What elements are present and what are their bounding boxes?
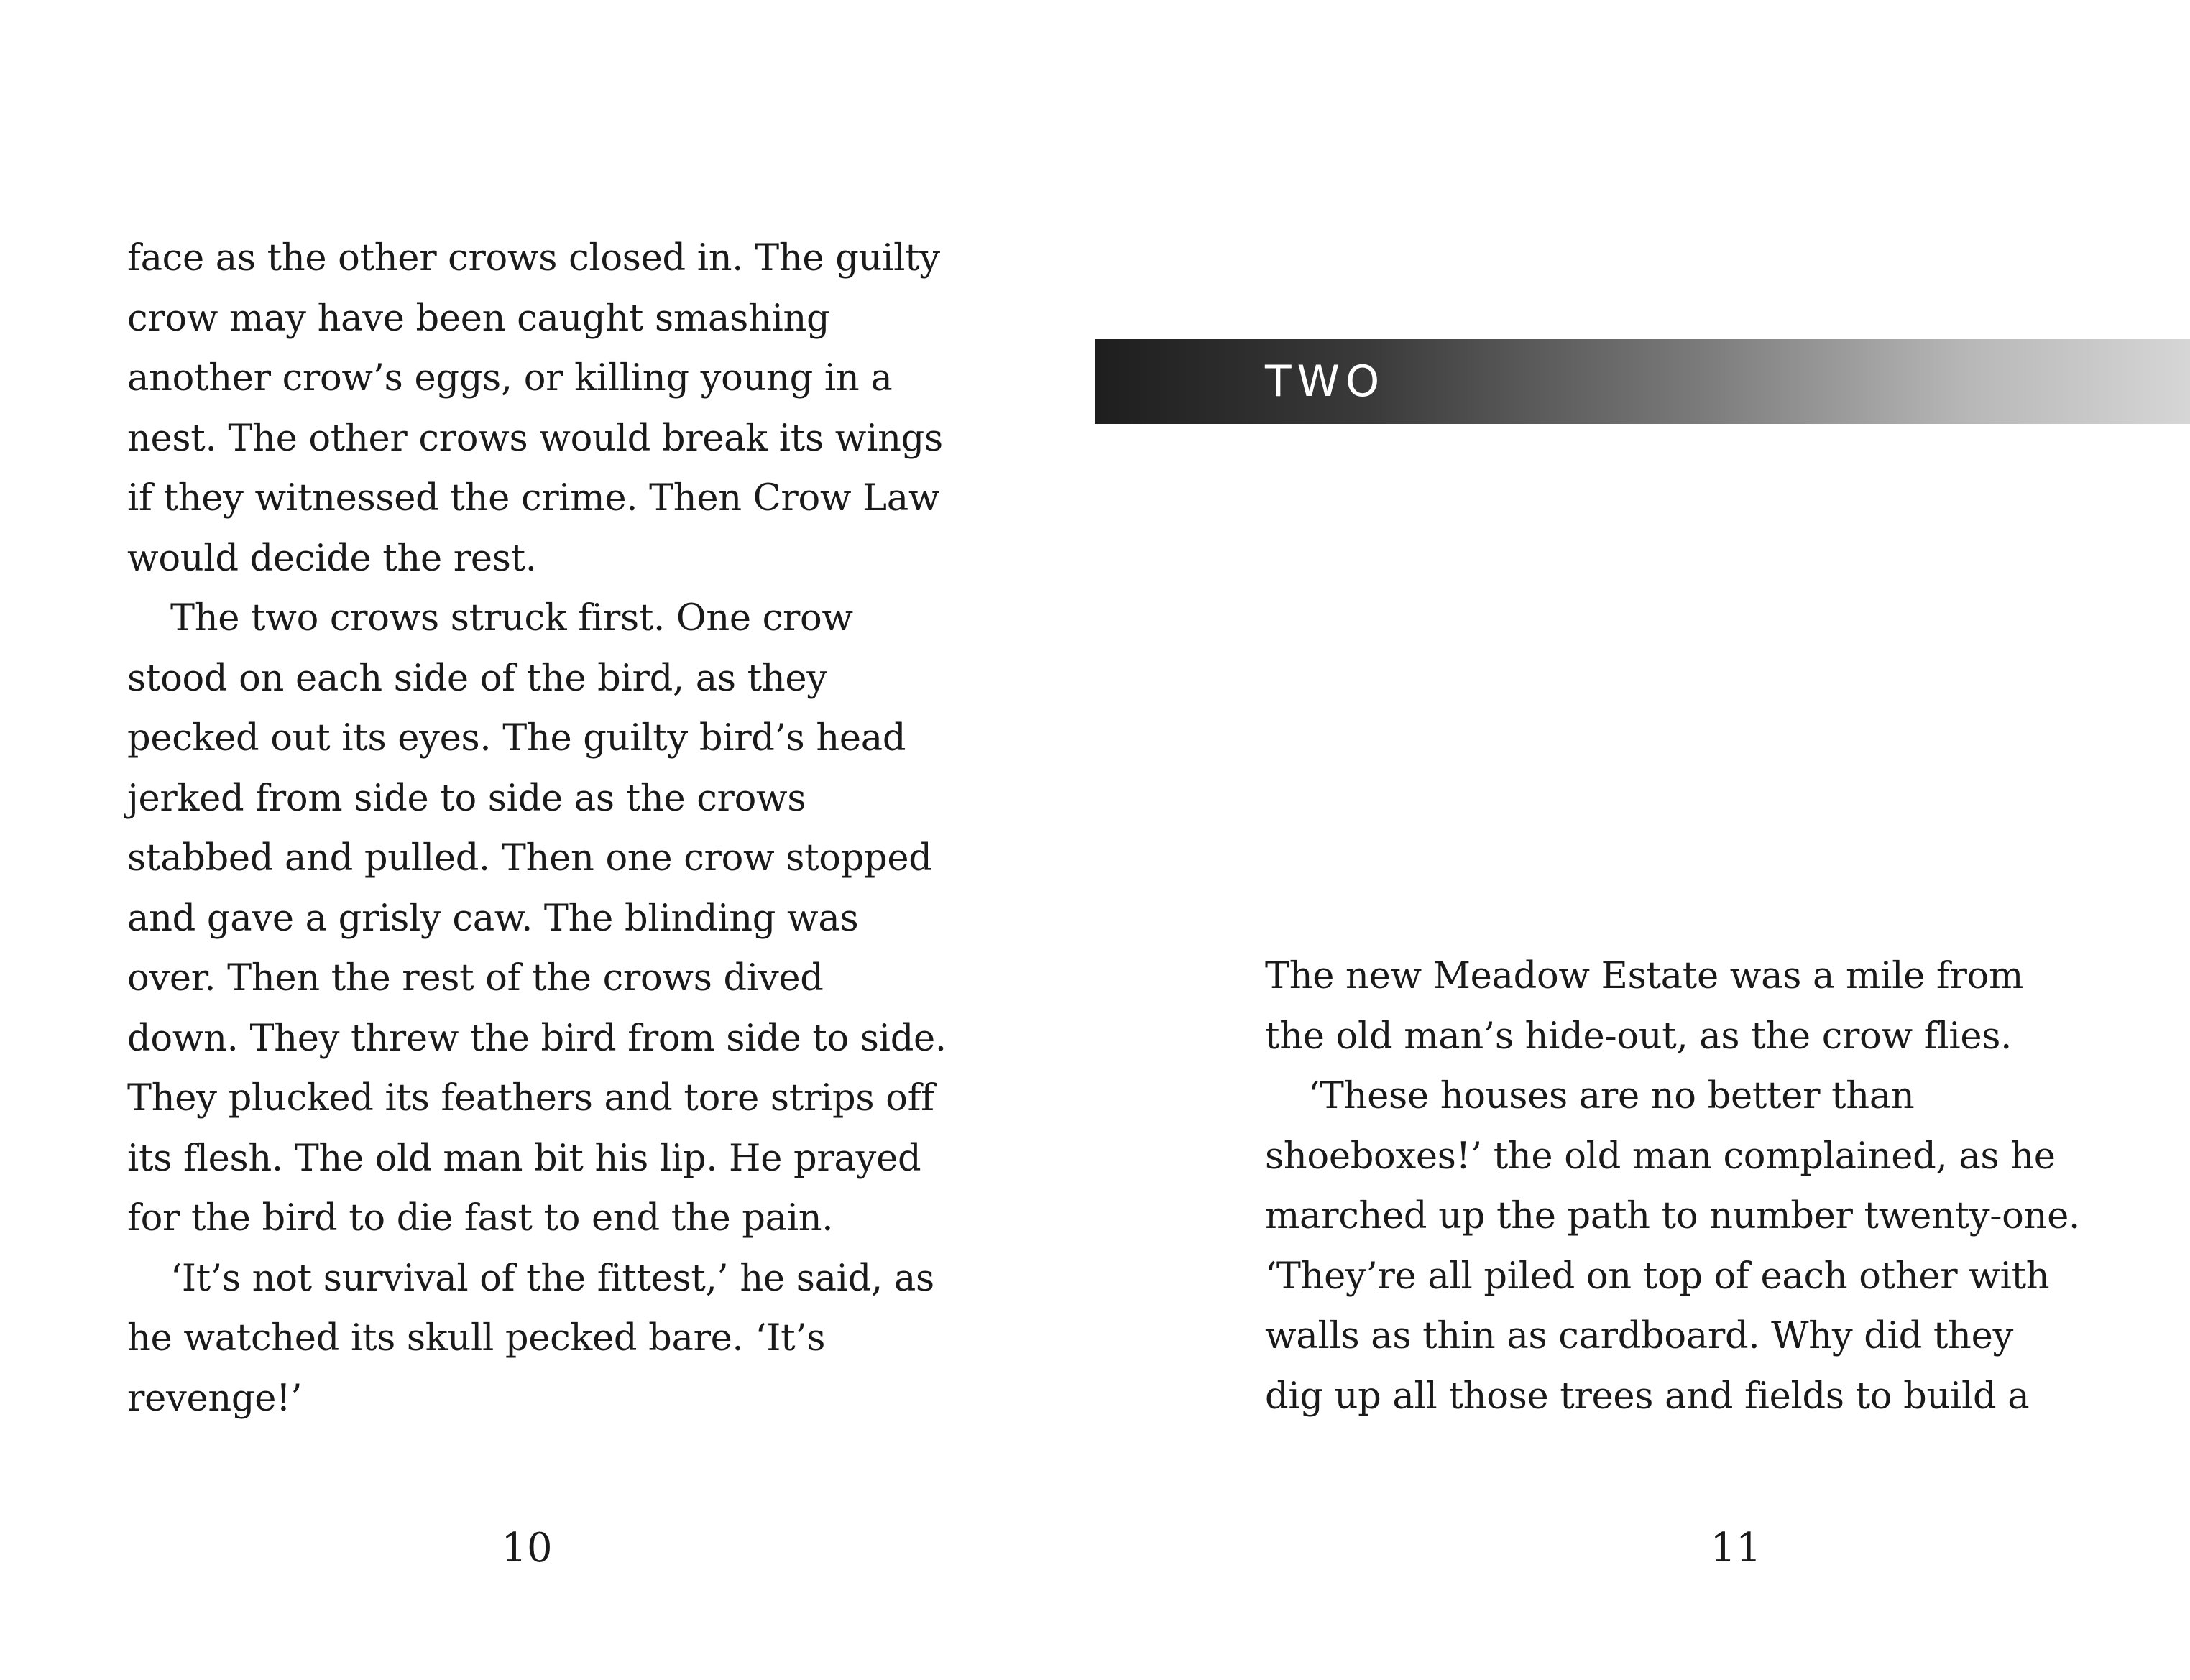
- text-line: They plucked its feathers and tore strips off: [127, 1077, 934, 1120]
- text-line: the old man’s hide-out, as the crow flies.: [1265, 1015, 2012, 1058]
- text-line: dig up all those trees and fields to build a: [1265, 1375, 2030, 1418]
- text-line: for the bird to die fast to end the pain.: [127, 1197, 834, 1240]
- text-line: revenge!’: [127, 1377, 303, 1420]
- text-line: over. Then the rest of the crows dived: [127, 957, 824, 1000]
- chapter-title: TWO: [1265, 356, 1386, 407]
- text-line: jerked from side to side as the crows: [127, 777, 806, 820]
- text-line: down. They threw the bird from side to side.: [127, 1017, 947, 1060]
- text-line: crow may have been caught smashing: [127, 297, 830, 340]
- chapter-heading-banner: [1095, 339, 2190, 424]
- text-line: would decide the rest.: [127, 537, 537, 580]
- text-line: ‘It’s not survival of the fittest,’ he said, as: [170, 1257, 934, 1300]
- text-line: stood on each side of the bird, as they: [127, 657, 827, 700]
- right-page: [1095, 0, 2190, 1680]
- text-line: pecked out its eyes. The guilty bird’s head: [127, 717, 906, 760]
- right-page-body-text: [1265, 946, 2080, 1426]
- text-line: shoeboxes!’ the old man complained, as he: [1265, 1135, 2056, 1178]
- text-line: walls as thin as cardboard. Why did they: [1265, 1315, 2013, 1357]
- left-page-body-text: [127, 229, 947, 1429]
- text-line: stabbed and pulled. Then one crow stopped: [127, 837, 932, 880]
- page-number: 11: [1710, 1525, 1762, 1571]
- text-line: ‘These houses are no better than: [1308, 1075, 1915, 1117]
- text-line: marched up the path to number twenty-one.: [1265, 1195, 2080, 1237]
- page-number: 10: [501, 1525, 553, 1571]
- text-line: and gave a grisly caw. The blinding was: [127, 897, 859, 940]
- text-line: ‘They’re all piled on top of each other with: [1265, 1255, 2050, 1298]
- text-line: if they witnessed the crime. Then Crow Law: [127, 477, 940, 520]
- text-line: its flesh. The old man bit his lip. He prayed: [127, 1137, 921, 1180]
- text-line: face as the other crows closed in. The guilty: [127, 237, 940, 280]
- text-line: nest. The other crows would break its wings: [127, 417, 943, 460]
- text-line: he watched its skull pecked bare. ‘It’s: [127, 1317, 826, 1360]
- text-line: The new Meadow Estate was a mile from: [1265, 955, 2024, 997]
- text-line: The two crows struck first. One crow: [170, 597, 853, 640]
- text-line: another crow’s eggs, or killing young in a: [127, 357, 893, 400]
